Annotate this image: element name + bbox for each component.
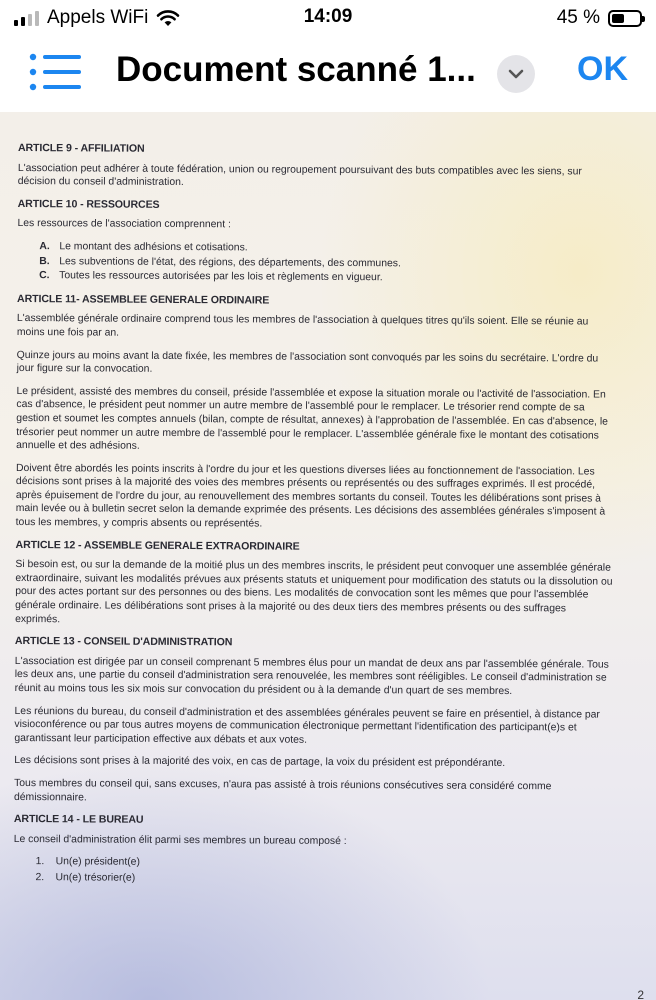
navigation-bar	[0, 36, 656, 112]
paragraph: L'association peut adhérer à toute fédération, union ou regroupement poursuivant des buts compatibles avec les siens, sur décision du conseil d'administration.	[17, 162, 582, 189]
battery-level	[612, 14, 624, 23]
article-section	[17, 198, 616, 287]
numbered-list	[13, 855, 611, 888]
carrier-label: Appels WiFi	[47, 7, 149, 28]
lettered-list	[17, 240, 615, 286]
list-marker: 1.	[35, 856, 45, 868]
ok-button[interactable]: OK	[577, 50, 628, 88]
clock: 14:09	[303, 6, 353, 27]
paragraph: Tous membres du conseil qui, sans excuses, n'aura pas assisté à trois réunions consécutives sera considéré comme démissionnaire.	[13, 777, 552, 803]
chevron-down-icon	[508, 69, 524, 79]
title-menu-button[interactable]	[497, 55, 535, 93]
list-item-text: Les subventions de l'état, des régions, des départements, des communes.	[59, 255, 401, 269]
article-title: ARTICLE 10 - RESSOURCES	[17, 197, 160, 211]
article-section	[16, 293, 615, 534]
paragraph: L'assemblée générale ordinaire comprend tous les membres de l'association à quelques titres qu'ils soient. Elle se réunie au moins une fois par an.	[16, 313, 589, 339]
article-title: ARTICLE 13 - CONSEIL D'ADMINISTRATION	[14, 635, 233, 649]
battery-percentage: 45 %	[556, 7, 600, 28]
scanned-document-view[interactable]	[0, 112, 656, 1000]
list-button[interactable]	[28, 52, 84, 94]
list-item-text: Toutes les ressources autorisées par les lois et règlements en vigueur.	[59, 270, 383, 284]
list-item-text: Un(e) président(e)	[55, 856, 140, 869]
paragraph: Les ressources de l'association comprennent :	[17, 218, 231, 231]
list-item	[17, 269, 615, 286]
list-marker: C.	[39, 270, 50, 282]
document-title[interactable]: Document scanné 1...	[116, 50, 476, 89]
list-marker: B.	[39, 255, 50, 267]
paragraph: Les réunions du bureau, du conseil d'administration et des assemblées générales peuvent se faire en présentiel, à distance par visioconférence ou par tous autres moyens de communication électronique permettant l'identification des participant(e)s et garantissant leur participation effective aux débats et aux votes.	[14, 705, 600, 746]
list-marker: 2.	[35, 872, 45, 884]
article-section	[13, 813, 611, 888]
list-icon	[28, 52, 84, 94]
paragraph: Le président, assisté des membres du conseil, préside l'assemblée et expose la situation morale ou l'activité de l'association. En cas d'absence, le président peut nommer un autre membre de l'assemblé pour le remplacer. Le trésorier rend compte de sa gestion et soumet les comptes annuels (bilan, compte de résultat, annexes) à l'approbation de l'assemblée. En cas d'absence, le trésorier peut nommer un autre membre de l'assemblé pour le remplacer. L'assemblée générale fixe le montant des cotisations annuelle et des adhésions.	[16, 385, 608, 452]
article-section	[14, 635, 613, 808]
battery-icon	[608, 10, 642, 27]
article-title: ARTICLE 11- ASSEMBLEE GENERALE ORDINAIRE	[17, 292, 270, 307]
status-bar	[0, 0, 656, 36]
paragraph: Les décisions sont prises à la majorité des voix, en cas de partage, la voix du président est prépondérante.	[14, 755, 506, 770]
article-section	[15, 539, 614, 630]
article-title: ARTICLE 14 - LE BUREAU	[13, 813, 144, 826]
paragraph: Quinze jours au moins avant la date fixée, les membres de l'association sont convoqués par les soins du secrétaire. L'ordre du jour figure sur la convocation.	[16, 349, 599, 375]
paragraph: Doivent être abordés les points inscrits à l'ordre du jour et les questions diverses liées au fonctionnement de l'association. Les décisions sont prises à la majorité des voies des membres présents ou représentés ou des suffrages exprimés. Il est procédé, après épuisement de l'ordre du jour, au renouvellement des membres sortants du conseil. Toutes les délibérations sont prises à main levée ou à bulletin secret selon la demande exprimée des présents. Les décisions des assemblées générales s'imposent à tous les membres, y compris absents ou représentés.	[15, 462, 606, 530]
list-item-text: Le montant des adhésions et cotisations.	[59, 241, 248, 254]
article-title: ARTICLE 9 - AFFILIATION	[17, 142, 145, 155]
article-title: ARTICLE 12 - ASSEMBLE GENERALE EXTRAORDINAIRE	[15, 538, 300, 553]
list-item-text: Un(e) trésorier(e)	[55, 872, 136, 884]
list-item	[13, 871, 611, 888]
status-bar-right	[557, 7, 642, 29]
paragraph: Si besoin est, ou sur la demande de la moitié plus un des membres inscrits, le président peut convoquer une assemblée générale extraordinaire, suivant les modalités prévues aux présents statuts et uniquement pour modification des statuts ou la dissolution ou pour des actes portant sur des personnes ou des biens. Les modalités de convocation sont les mêmes que pour l'assemblée générale ordinaire. Les délibérations sont prises à la majorité ou des deux tiers des membres présents ou des suffrages exprimés.	[15, 559, 613, 625]
list-marker: A.	[39, 241, 50, 253]
paragraph: Le conseil d'administration élit parmi ses membres un bureau composé :	[13, 833, 347, 847]
article-section	[18, 142, 616, 192]
paragraph: L'association est dirigée par un conseil comprenant 5 membres élus pour un mandat de deux ans par l'assemblée générale. Tous les deux ans, une partie du conseil d'administration sera renouvelée, les membres sont rééligibles. Le conseil d'administration se réunit au moins tous les six mois sur convocation du président ou à la demande d'un quart de ses membres.	[14, 655, 609, 698]
list-item	[14, 855, 612, 872]
document-page	[13, 142, 616, 898]
page-number: 2	[637, 988, 644, 1000]
